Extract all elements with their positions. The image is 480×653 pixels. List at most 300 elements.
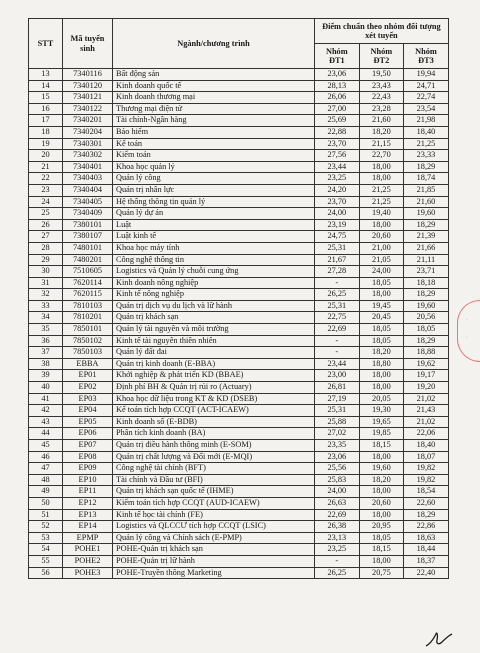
row-score-group-2: 18,00 bbox=[359, 173, 404, 185]
row-score-group-1: 23,70 bbox=[315, 196, 360, 208]
row-score-group-3: 19,60 bbox=[404, 208, 449, 220]
row-stt: 46 bbox=[29, 451, 63, 463]
row-stt: 32 bbox=[29, 289, 63, 301]
row-stt: 25 bbox=[29, 208, 63, 220]
row-score-group-3: 18,05 bbox=[404, 324, 449, 336]
row-score-group-1: 27,56 bbox=[315, 150, 360, 162]
row-score-group-2: 18,05 bbox=[359, 335, 404, 347]
table-row bbox=[29, 254, 449, 266]
table-row bbox=[29, 103, 449, 115]
row-score-group-2: 19,85 bbox=[359, 428, 404, 440]
row-score-group-3: 23,33 bbox=[404, 150, 449, 162]
row-code: 7340302 bbox=[63, 150, 113, 162]
row-program: Logistics và QLCCƯ tích hợp CCQT (LSIC) bbox=[113, 521, 315, 533]
row-code: 7620114 bbox=[63, 277, 113, 289]
table-row bbox=[29, 115, 449, 127]
row-stt: 17 bbox=[29, 115, 63, 127]
row-program: Quản lý dự án bbox=[113, 208, 315, 220]
row-stt: 27 bbox=[29, 231, 63, 243]
table-row bbox=[29, 440, 449, 452]
row-score-group-3: 18,18 bbox=[404, 277, 449, 289]
row-score-group-1: 26,06 bbox=[315, 92, 360, 104]
table-row bbox=[29, 497, 449, 509]
row-stt: 35 bbox=[29, 324, 63, 336]
table-row bbox=[29, 92, 449, 104]
row-score-group-2: 23,28 bbox=[359, 103, 404, 115]
row-program: Kinh tế nông nghiệp bbox=[113, 289, 315, 301]
row-score-group-2: 19,45 bbox=[359, 300, 404, 312]
row-code: 7850101 bbox=[63, 324, 113, 336]
row-score-group-1: 22,69 bbox=[315, 324, 360, 336]
row-score-group-3: 22,40 bbox=[404, 567, 449, 579]
row-score-group-3: 19,60 bbox=[404, 300, 449, 312]
row-score-group-1: 24,20 bbox=[315, 184, 360, 196]
row-score-group-1: 25,31 bbox=[315, 242, 360, 254]
row-program: POHE-Truyền thông Marketing bbox=[113, 567, 315, 579]
row-score-group-1: - bbox=[315, 335, 360, 347]
row-code: EP12 bbox=[63, 497, 113, 509]
row-score-group-3: 18,07 bbox=[404, 451, 449, 463]
row-stt: 37 bbox=[29, 347, 63, 359]
row-score-group-2: 18,05 bbox=[359, 532, 404, 544]
row-program: Kinh doanh quốc tế bbox=[113, 80, 315, 92]
row-code: EBBA bbox=[63, 358, 113, 370]
row-code: EP07 bbox=[63, 440, 113, 452]
row-score-group-1: 28,13 bbox=[315, 80, 360, 92]
row-stt: 14 bbox=[29, 80, 63, 92]
row-score-group-3: 18,40 bbox=[404, 126, 449, 138]
row-score-group-3: 20,56 bbox=[404, 312, 449, 324]
row-score-group-1: 25,83 bbox=[315, 474, 360, 486]
row-code: 7340120 bbox=[63, 80, 113, 92]
row-stt: 49 bbox=[29, 486, 63, 498]
row-program: POHE-Quản trị khách sạn bbox=[113, 544, 315, 556]
row-score-group-2: 20,45 bbox=[359, 312, 404, 324]
row-code: EP13 bbox=[63, 509, 113, 521]
row-program: Quản trị kinh doanh (E-BBA) bbox=[113, 358, 315, 370]
row-program: Quản trị khách sạn quốc tế (IHME) bbox=[113, 486, 315, 498]
row-score-group-2: 18,80 bbox=[359, 358, 404, 370]
score-table-sheet bbox=[28, 18, 448, 579]
row-code: 7380101 bbox=[63, 219, 113, 231]
header-group-2: Nhóm ĐT2 bbox=[359, 44, 404, 69]
row-score-group-1: 25,31 bbox=[315, 300, 360, 312]
row-score-group-2: 21,00 bbox=[359, 242, 404, 254]
row-score-group-1: 24,00 bbox=[315, 486, 360, 498]
row-score-group-3: 22,60 bbox=[404, 497, 449, 509]
row-score-group-2: 19,50 bbox=[359, 69, 404, 81]
table-row bbox=[29, 196, 449, 208]
row-stt: 39 bbox=[29, 370, 63, 382]
header-group-3: Nhóm ĐT3 bbox=[404, 44, 449, 69]
row-score-group-3: 22,74 bbox=[404, 92, 449, 104]
row-score-group-1: 27,19 bbox=[315, 393, 360, 405]
score-table bbox=[28, 18, 449, 579]
row-score-group-2: 18,20 bbox=[359, 126, 404, 138]
row-score-group-2: 18,15 bbox=[359, 544, 404, 556]
row-stt: 41 bbox=[29, 393, 63, 405]
row-stt: 40 bbox=[29, 382, 63, 394]
row-score-group-1: 23,19 bbox=[315, 219, 360, 231]
row-score-group-2: 21,25 bbox=[359, 184, 404, 196]
row-score-group-1: 23,35 bbox=[315, 440, 360, 452]
row-code: POHE3 bbox=[63, 567, 113, 579]
row-score-group-1: 23,44 bbox=[315, 161, 360, 173]
row-stt: 43 bbox=[29, 416, 63, 428]
row-score-group-3: 18,44 bbox=[404, 544, 449, 556]
row-score-group-2: 20,75 bbox=[359, 567, 404, 579]
row-stt: 23 bbox=[29, 184, 63, 196]
row-score-group-2: 21,05 bbox=[359, 254, 404, 266]
row-score-group-3: 21,25 bbox=[404, 138, 449, 150]
row-code: EPMP bbox=[63, 532, 113, 544]
row-program: Kiểm toán tích hợp CCQT (AUD-ICAEW) bbox=[113, 497, 315, 509]
row-score-group-2: 19,40 bbox=[359, 208, 404, 220]
row-stt: 30 bbox=[29, 266, 63, 278]
row-score-group-3: 19,20 bbox=[404, 382, 449, 394]
table-row bbox=[29, 80, 449, 92]
row-code: EP09 bbox=[63, 463, 113, 475]
table-row bbox=[29, 138, 449, 150]
row-score-group-3: 18,63 bbox=[404, 532, 449, 544]
row-code: 7620115 bbox=[63, 289, 113, 301]
signature-mark bbox=[424, 628, 454, 650]
row-score-group-3: 18,88 bbox=[404, 347, 449, 359]
row-score-group-3: 18,29 bbox=[404, 161, 449, 173]
table-row bbox=[29, 300, 449, 312]
row-stt: 38 bbox=[29, 358, 63, 370]
row-stt: 47 bbox=[29, 463, 63, 475]
row-program: Kế toán tích hợp CCQT (ACT-ICAEW) bbox=[113, 405, 315, 417]
row-stt: 53 bbox=[29, 532, 63, 544]
row-score-group-1: 25,31 bbox=[315, 405, 360, 417]
row-code: EP05 bbox=[63, 416, 113, 428]
row-code: 7480201 bbox=[63, 254, 113, 266]
table-row bbox=[29, 486, 449, 498]
row-code: 7340204 bbox=[63, 126, 113, 138]
row-score-group-2: 20,95 bbox=[359, 521, 404, 533]
row-score-group-3: 21,66 bbox=[404, 242, 449, 254]
row-score-group-1: 22,69 bbox=[315, 509, 360, 521]
row-program: Tài chính và Đầu tư (BFI) bbox=[113, 474, 315, 486]
row-stt: 13 bbox=[29, 69, 63, 81]
row-code: EP01 bbox=[63, 370, 113, 382]
row-score-group-3: 21,60 bbox=[404, 196, 449, 208]
row-score-group-3: 21,11 bbox=[404, 254, 449, 266]
row-score-group-1: 22,88 bbox=[315, 126, 360, 138]
row-stt: 26 bbox=[29, 219, 63, 231]
row-score-group-1: 23,44 bbox=[315, 358, 360, 370]
row-program: Kinh tế tài nguyên thiên nhiên bbox=[113, 335, 315, 347]
row-stt: 56 bbox=[29, 567, 63, 579]
row-program: Kinh doanh số (E-BDB) bbox=[113, 416, 315, 428]
row-code: 7340121 bbox=[63, 92, 113, 104]
header-score-group: Điểm chuẩn theo nhóm đối tượng xét tuyển bbox=[315, 19, 449, 44]
row-stt: 54 bbox=[29, 544, 63, 556]
row-program: Quản trị dịch vụ du lịch và lữ hành bbox=[113, 300, 315, 312]
table-row bbox=[29, 184, 449, 196]
table-row bbox=[29, 312, 449, 324]
row-score-group-1: 23,13 bbox=[315, 532, 360, 544]
row-code: EP03 bbox=[63, 393, 113, 405]
row-program: Kiểm toán bbox=[113, 150, 315, 162]
row-score-group-2: 20,05 bbox=[359, 393, 404, 405]
row-program: Quản trị khách sạn bbox=[113, 312, 315, 324]
row-score-group-3: 18,37 bbox=[404, 555, 449, 567]
row-code: 7510605 bbox=[63, 266, 113, 278]
row-score-group-2: 23,43 bbox=[359, 80, 404, 92]
table-row bbox=[29, 416, 449, 428]
row-code: 7340409 bbox=[63, 208, 113, 220]
row-score-group-1: 26,25 bbox=[315, 289, 360, 301]
row-program: Luật kinh tế bbox=[113, 231, 315, 243]
row-code: 7340405 bbox=[63, 196, 113, 208]
row-program: Khoa học dữ liệu trong KT & KD (DSEB) bbox=[113, 393, 315, 405]
row-program: Bảo hiểm bbox=[113, 126, 315, 138]
row-score-group-1: - bbox=[315, 347, 360, 359]
row-program: Công nghệ thông tin bbox=[113, 254, 315, 266]
row-score-group-2: 18,00 bbox=[359, 289, 404, 301]
row-program: Kinh doanh nông nghiệp bbox=[113, 277, 315, 289]
row-score-group-2: 24,00 bbox=[359, 266, 404, 278]
row-score-group-1: 27,02 bbox=[315, 428, 360, 440]
row-score-group-1: - bbox=[315, 277, 360, 289]
row-score-group-1: 23,25 bbox=[315, 173, 360, 185]
table-row bbox=[29, 150, 449, 162]
row-stt: 50 bbox=[29, 497, 63, 509]
row-score-group-2: 18,05 bbox=[359, 324, 404, 336]
row-program: Hệ thống thông tin quản lý bbox=[113, 196, 315, 208]
row-stt: 21 bbox=[29, 161, 63, 173]
row-score-group-1: 25,56 bbox=[315, 463, 360, 475]
table-row bbox=[29, 382, 449, 394]
row-stt: 36 bbox=[29, 335, 63, 347]
row-code: EP11 bbox=[63, 486, 113, 498]
row-program: Khoa học quản lý bbox=[113, 161, 315, 173]
row-score-group-1: 22,75 bbox=[315, 312, 360, 324]
table-row bbox=[29, 370, 449, 382]
table-row bbox=[29, 393, 449, 405]
row-stt: 34 bbox=[29, 312, 63, 324]
table-row bbox=[29, 266, 449, 278]
row-program: Tài chính-Ngân hàng bbox=[113, 115, 315, 127]
row-score-group-2: 19,30 bbox=[359, 405, 404, 417]
row-score-group-3: 22,86 bbox=[404, 521, 449, 533]
row-code: 7810103 bbox=[63, 300, 113, 312]
row-stt: 45 bbox=[29, 440, 63, 452]
row-score-group-3: 19,82 bbox=[404, 474, 449, 486]
row-program: Phân tích kinh doanh (BA) bbox=[113, 428, 315, 440]
row-program: Kinh doanh thương mại bbox=[113, 92, 315, 104]
row-stt: 19 bbox=[29, 138, 63, 150]
row-code: EP10 bbox=[63, 474, 113, 486]
row-score-group-3: 19,82 bbox=[404, 463, 449, 475]
row-program: Khoa học máy tính bbox=[113, 242, 315, 254]
row-score-group-1: - bbox=[315, 555, 360, 567]
row-score-group-3: 18,74 bbox=[404, 173, 449, 185]
table-row bbox=[29, 219, 449, 231]
row-score-group-1: 23,06 bbox=[315, 69, 360, 81]
row-program: Thương mại điện tử bbox=[113, 103, 315, 115]
row-stt: 44 bbox=[29, 428, 63, 440]
row-score-group-3: 21,85 bbox=[404, 184, 449, 196]
row-score-group-3: 19,62 bbox=[404, 358, 449, 370]
row-score-group-2: 18,15 bbox=[359, 440, 404, 452]
row-program: Quản trị nhân lực bbox=[113, 184, 315, 196]
table-row bbox=[29, 208, 449, 220]
row-score-group-3: 21,39 bbox=[404, 231, 449, 243]
row-score-group-1: 26,38 bbox=[315, 521, 360, 533]
row-program: Quản lý công bbox=[113, 173, 315, 185]
table-row bbox=[29, 126, 449, 138]
row-code: 7340404 bbox=[63, 184, 113, 196]
red-stamp-partial: · · bbox=[457, 300, 480, 362]
row-code: 7340122 bbox=[63, 103, 113, 115]
header-code: Mã tuyển sinh bbox=[63, 19, 113, 69]
row-score-group-1: 24,00 bbox=[315, 208, 360, 220]
row-code: 7850103 bbox=[63, 347, 113, 359]
row-score-group-3: 22,06 bbox=[404, 428, 449, 440]
table-row bbox=[29, 567, 449, 579]
row-score-group-2: 20,60 bbox=[359, 231, 404, 243]
row-score-group-1: 27,28 bbox=[315, 266, 360, 278]
row-program: Bất động sản bbox=[113, 69, 315, 81]
table-row bbox=[29, 277, 449, 289]
row-score-group-1: 27,00 bbox=[315, 103, 360, 115]
row-stt: 29 bbox=[29, 254, 63, 266]
table-row bbox=[29, 405, 449, 417]
row-program: Luật bbox=[113, 219, 315, 231]
row-score-group-1: 23,00 bbox=[315, 370, 360, 382]
row-score-group-2: 18,00 bbox=[359, 370, 404, 382]
row-code: 7340403 bbox=[63, 173, 113, 185]
row-program: Quản lý đất đai bbox=[113, 347, 315, 359]
table-row bbox=[29, 532, 449, 544]
row-stt: 52 bbox=[29, 521, 63, 533]
row-score-group-2: 18,00 bbox=[359, 219, 404, 231]
row-stt: 24 bbox=[29, 196, 63, 208]
row-stt: 15 bbox=[29, 92, 63, 104]
header-program: Ngành/chương trình bbox=[113, 19, 315, 69]
row-program: Quản lý tài nguyên và môi trường bbox=[113, 324, 315, 336]
row-code: 7340401 bbox=[63, 161, 113, 173]
row-program: Định phí BH & Quản trị rủi ro (Actuary) bbox=[113, 382, 315, 394]
row-score-group-3: 18,29 bbox=[404, 335, 449, 347]
row-score-group-1: 23,70 bbox=[315, 138, 360, 150]
row-score-group-1: 23,25 bbox=[315, 544, 360, 556]
table-row bbox=[29, 544, 449, 556]
row-score-group-2: 21,25 bbox=[359, 196, 404, 208]
row-stt: 28 bbox=[29, 242, 63, 254]
row-score-group-3: 19,17 bbox=[404, 370, 449, 382]
table-row bbox=[29, 347, 449, 359]
row-code: 7810201 bbox=[63, 312, 113, 324]
row-score-group-2: 18,00 bbox=[359, 451, 404, 463]
row-code: 7380107 bbox=[63, 231, 113, 243]
table-row bbox=[29, 242, 449, 254]
row-code: POHE2 bbox=[63, 555, 113, 567]
header-stt: STT bbox=[29, 19, 63, 69]
row-score-group-3: 21,02 bbox=[404, 393, 449, 405]
row-score-group-1: 25,69 bbox=[315, 115, 360, 127]
row-program: POHE-Quản trị lữ hành bbox=[113, 555, 315, 567]
row-score-group-2: 19,65 bbox=[359, 416, 404, 428]
row-code: 7340116 bbox=[63, 69, 113, 81]
row-stt: 18 bbox=[29, 126, 63, 138]
row-score-group-2: 18,00 bbox=[359, 161, 404, 173]
row-score-group-1: 26,63 bbox=[315, 497, 360, 509]
table-row bbox=[29, 463, 449, 475]
row-score-group-2: 18,00 bbox=[359, 555, 404, 567]
table-row bbox=[29, 161, 449, 173]
row-score-group-3: 23,71 bbox=[404, 266, 449, 278]
table-row bbox=[29, 231, 449, 243]
table-row bbox=[29, 451, 449, 463]
row-score-group-3: 18,29 bbox=[404, 289, 449, 301]
row-code: 7850102 bbox=[63, 335, 113, 347]
row-score-group-3: 21,02 bbox=[404, 416, 449, 428]
row-code: EP04 bbox=[63, 405, 113, 417]
row-score-group-2: 22,43 bbox=[359, 92, 404, 104]
row-code: 7480101 bbox=[63, 242, 113, 254]
row-program: Công nghệ tài chính (BFT) bbox=[113, 463, 315, 475]
row-score-group-1: 26,81 bbox=[315, 382, 360, 394]
row-score-group-2: 19,60 bbox=[359, 463, 404, 475]
row-score-group-1: 24,75 bbox=[315, 231, 360, 243]
row-stt: 55 bbox=[29, 555, 63, 567]
row-code: 7340301 bbox=[63, 138, 113, 150]
row-program: Quản trị điều hành thông minh (E-SOM) bbox=[113, 440, 315, 452]
row-program: Khởi nghiệp & phát triển KD (BBAE) bbox=[113, 370, 315, 382]
row-score-group-2: 18,00 bbox=[359, 382, 404, 394]
row-score-group-3: 23,54 bbox=[404, 103, 449, 115]
row-score-group-2: 18,20 bbox=[359, 474, 404, 486]
row-score-group-3: 18,40 bbox=[404, 440, 449, 452]
row-stt: 42 bbox=[29, 405, 63, 417]
table-row bbox=[29, 173, 449, 185]
table-row bbox=[29, 289, 449, 301]
row-stt: 22 bbox=[29, 173, 63, 185]
row-stt: 33 bbox=[29, 300, 63, 312]
row-code: EP02 bbox=[63, 382, 113, 394]
header-group-1: Nhóm ĐT1 bbox=[315, 44, 360, 69]
row-stt: 51 bbox=[29, 509, 63, 521]
table-row bbox=[29, 358, 449, 370]
row-stt: 20 bbox=[29, 150, 63, 162]
row-score-group-3: 21,43 bbox=[404, 405, 449, 417]
row-code: EP08 bbox=[63, 451, 113, 463]
row-score-group-3: 18,54 bbox=[404, 486, 449, 498]
table-row bbox=[29, 509, 449, 521]
row-code: POHE1 bbox=[63, 544, 113, 556]
row-program: Quản trị chất lượng và Đổi mới (E-MQI) bbox=[113, 451, 315, 463]
table-row bbox=[29, 335, 449, 347]
row-score-group-1: 21,67 bbox=[315, 254, 360, 266]
row-stt: 16 bbox=[29, 103, 63, 115]
table-row bbox=[29, 521, 449, 533]
row-score-group-3: 24,71 bbox=[404, 80, 449, 92]
row-code: 7340201 bbox=[63, 115, 113, 127]
row-score-group-1: 23,06 bbox=[315, 451, 360, 463]
row-score-group-3: 18,29 bbox=[404, 219, 449, 231]
row-score-group-1: 26,25 bbox=[315, 567, 360, 579]
row-score-group-2: 20,60 bbox=[359, 497, 404, 509]
row-program: Kế toán bbox=[113, 138, 315, 150]
table-row bbox=[29, 69, 449, 81]
row-score-group-2: 21,15 bbox=[359, 138, 404, 150]
row-score-group-3: 18,29 bbox=[404, 509, 449, 521]
table-body bbox=[29, 69, 449, 579]
